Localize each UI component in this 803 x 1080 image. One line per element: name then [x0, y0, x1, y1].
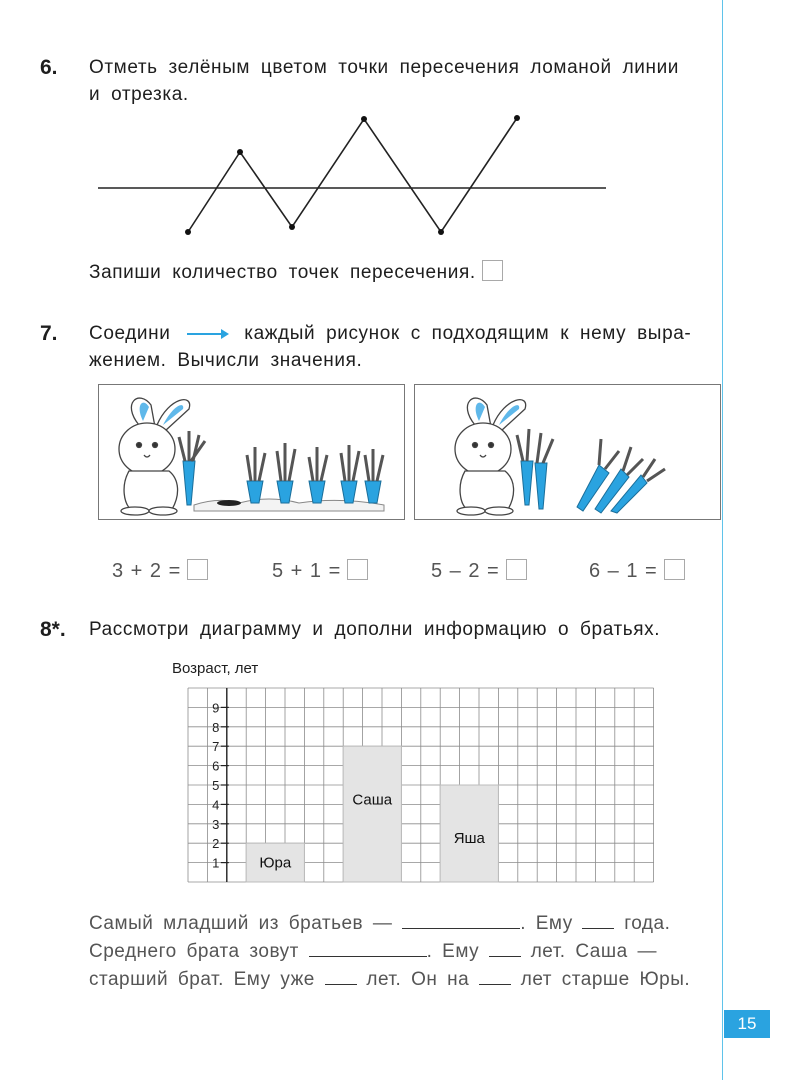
task-8-number: 8*.	[40, 618, 66, 641]
task-7-number: 7.	[40, 322, 58, 345]
expression-4: 6 – 1 =	[589, 559, 685, 583]
blank-middle-name[interactable]	[309, 955, 427, 957]
task-8-text: Рассмотри диаграмму и дополни информацию о братьях.	[89, 619, 661, 640]
task-7-line-2: жением. Вычисли значения.	[89, 350, 363, 371]
task-7-line-1-rest: каждый рисунок с подходящим к нему выра-	[244, 323, 692, 344]
fill-in-text	[89, 910, 719, 994]
bar-label-3: Яша	[453, 830, 485, 848]
blank-oldest-age[interactable]	[325, 983, 357, 985]
margin-line	[722, 0, 723, 1080]
task-6-number: 6.	[40, 56, 58, 79]
chart-y-axis-label: Возраст, лет	[172, 660, 259, 677]
expression-1: 3 + 2 =	[112, 559, 208, 583]
y-tick-label: 8	[212, 719, 220, 735]
y-tick-label: 1	[212, 855, 220, 871]
blank-youngest-name[interactable]	[402, 927, 520, 929]
y-tick-label: 4	[212, 797, 220, 813]
task-6-prompt: Запиши количество точек пересечения.	[89, 262, 476, 283]
task-6-line-1: Отметь зелёным цветом точки пересечения ломаной линии	[89, 57, 680, 78]
y-tick-label: 7	[212, 739, 220, 755]
fill-line-3: старший брат. Ему уже лет. Он на лет старше Юры.	[89, 969, 691, 990]
page-number: 15	[724, 1010, 770, 1038]
blank-age-difference[interactable]	[479, 983, 511, 985]
y-tick-label: 6	[212, 758, 220, 774]
task-6-line-2: и отрезка.	[89, 84, 189, 105]
blank-youngest-age[interactable]	[582, 927, 614, 929]
bar-label-1: Юра	[259, 854, 292, 872]
y-tick-label: 2	[212, 836, 220, 852]
fill-line-1: Самый младший из братьев — . Ему года.	[89, 913, 671, 934]
expression-3: 5 – 2 =	[431, 559, 527, 583]
blank-middle-age[interactable]	[489, 955, 521, 957]
y-tick-label: 3	[212, 816, 220, 832]
bar-2	[343, 746, 401, 882]
y-tick-label: 9	[212, 700, 220, 716]
fill-line-2: Среднего брата зовут . Ему лет. Саша —	[89, 941, 657, 962]
bar-label-2: Саша	[352, 791, 393, 809]
expression-2: 5 + 1 =	[272, 559, 368, 583]
task-7-connect-word: Соедини	[89, 323, 171, 344]
y-tick-label: 5	[212, 778, 220, 793]
